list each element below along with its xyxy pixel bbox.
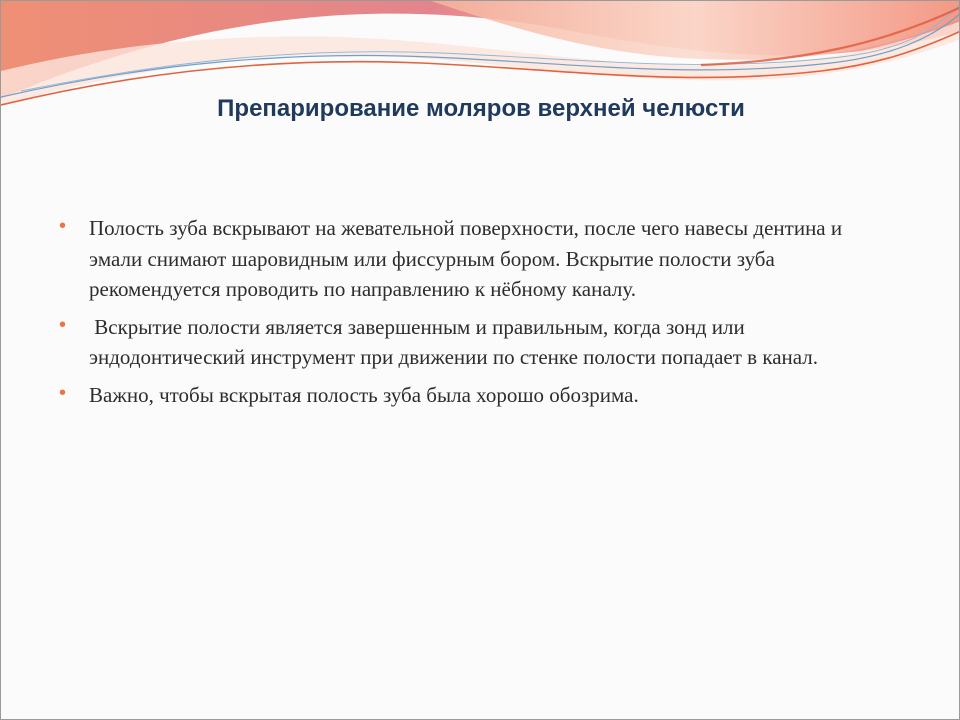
list-item — [59, 213, 879, 305]
slide-title: Препарирование моляров верхней челюсти — [217, 95, 745, 122]
list-item — [59, 380, 879, 411]
bullet-dot-icon: • — [59, 381, 67, 404]
bullet-dot-icon: • — [59, 313, 67, 336]
bullet-list — [59, 213, 879, 417]
bullet-dot-icon: • — [59, 215, 67, 237]
bullet-text: Вскрытие полости является завершенным и правильным, когда зонд или эндодонтический инструмент при движении по стенке полости попадает в канал. — [89, 314, 819, 369]
bullet-text: Важно, чтобы вскрытая полость зуба была хорошо обозрима. — [89, 382, 639, 407]
bullet-text: Полость зуба вскрывают на жевательной поверхности, после чего навесы дентина и эмали снимают шаровидным или фиссурным бором. Вскрытие полости зуба рекомендуется проводить по направлению к нёбному каналу. — [89, 216, 843, 301]
list-item — [59, 312, 879, 373]
